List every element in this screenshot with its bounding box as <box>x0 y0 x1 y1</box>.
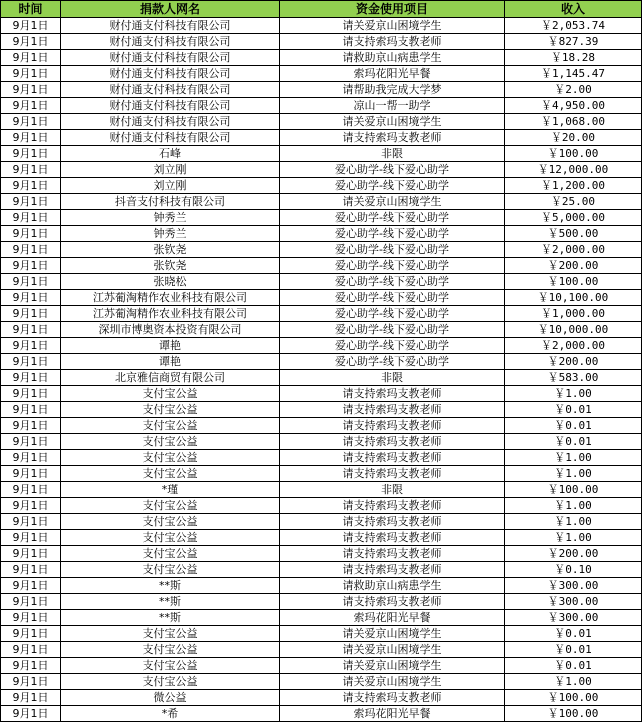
amount-cell: ￥25.00 <box>505 194 642 210</box>
donor-cell: 支付宝公益 <box>61 386 280 402</box>
table-row <box>1 642 642 658</box>
date-cell: 9月1日 <box>1 418 61 434</box>
project-cell: 请支持索玛支教老师 <box>280 386 505 402</box>
date-cell: 9月1日 <box>1 610 61 626</box>
project-cell: 爱心助学-线下爱心助学 <box>280 258 505 274</box>
date-cell: 9月1日 <box>1 114 61 130</box>
amount-cell: ￥200.00 <box>505 258 642 274</box>
date-cell: 9月1日 <box>1 130 61 146</box>
amount-cell: ￥0.01 <box>505 642 642 658</box>
project-cell: 请救助京山病患学生 <box>280 578 505 594</box>
project-cell: 请关爱京山困境学生 <box>280 18 505 34</box>
amount-cell: ￥100.00 <box>505 274 642 290</box>
donor-cell: 支付宝公益 <box>61 546 280 562</box>
table-row <box>1 370 642 386</box>
table-row <box>1 98 642 114</box>
project-cell: 爱心助学-线下爱心助学 <box>280 274 505 290</box>
date-cell: 9月1日 <box>1 370 61 386</box>
table-row <box>1 466 642 482</box>
project-cell: 索玛花阳光早餐 <box>280 706 505 722</box>
date-cell: 9月1日 <box>1 658 61 674</box>
header-row <box>1 1 642 18</box>
project-cell: 爱心助学-线下爱心助学 <box>280 226 505 242</box>
donor-cell: 支付宝公益 <box>61 450 280 466</box>
donor-cell: 财付通支付科技有限公司 <box>61 82 280 98</box>
date-cell: 9月1日 <box>1 194 61 210</box>
date-cell: 9月1日 <box>1 498 61 514</box>
amount-cell: ￥1,145.47 <box>505 66 642 82</box>
table-row <box>1 610 642 626</box>
donor-cell: 财付通支付科技有限公司 <box>61 18 280 34</box>
table-row <box>1 162 642 178</box>
project-cell: 非限 <box>280 146 505 162</box>
amount-cell: ￥20.00 <box>505 130 642 146</box>
project-cell: 爱心助学-线下爱心助学 <box>280 290 505 306</box>
project-cell: 请关爱京山困境学生 <box>280 642 505 658</box>
table-row <box>1 18 642 34</box>
project-cell: 爱心助学-线下爱心助学 <box>280 338 505 354</box>
donor-cell: 支付宝公益 <box>61 514 280 530</box>
date-cell: 9月1日 <box>1 290 61 306</box>
table-row <box>1 450 642 466</box>
table-row <box>1 546 642 562</box>
table-body <box>1 18 642 722</box>
amount-cell: ￥4,950.00 <box>505 98 642 114</box>
amount-cell: ￥0.10 <box>505 562 642 578</box>
donor-cell: 北京雅信商贸有限公司 <box>61 370 280 386</box>
amount-cell: ￥1.00 <box>505 450 642 466</box>
amount-cell: ￥0.01 <box>505 418 642 434</box>
project-cell: 请支持索玛支教老师 <box>280 594 505 610</box>
date-cell: 9月1日 <box>1 578 61 594</box>
table-row <box>1 34 642 50</box>
date-cell: 9月1日 <box>1 226 61 242</box>
date-cell: 9月1日 <box>1 66 61 82</box>
project-cell: 索玛花阳光早餐 <box>280 66 505 82</box>
amount-cell: ￥2,000.00 <box>505 242 642 258</box>
project-cell: 请救助京山病患学生 <box>280 50 505 66</box>
donor-cell: 江苏葡淘精作农业科技有限公司 <box>61 290 280 306</box>
donor-cell: 支付宝公益 <box>61 530 280 546</box>
amount-cell: ￥1,200.00 <box>505 178 642 194</box>
table-row <box>1 434 642 450</box>
donor-cell: 刘立刚 <box>61 162 280 178</box>
amount-cell: ￥500.00 <box>505 226 642 242</box>
donor-cell: 谭艳 <box>61 354 280 370</box>
amount-cell: ￥12,000.00 <box>505 162 642 178</box>
date-cell: 9月1日 <box>1 98 61 114</box>
date-cell: 9月1日 <box>1 386 61 402</box>
amount-cell: ￥300.00 <box>505 610 642 626</box>
table-row <box>1 706 642 722</box>
header-donor: 捐款人网名 <box>61 1 280 18</box>
date-cell: 9月1日 <box>1 50 61 66</box>
date-cell: 9月1日 <box>1 450 61 466</box>
donor-cell: 支付宝公益 <box>61 434 280 450</box>
donor-cell: 财付通支付科技有限公司 <box>61 66 280 82</box>
date-cell: 9月1日 <box>1 434 61 450</box>
amount-cell: ￥583.00 <box>505 370 642 386</box>
amount-cell: ￥100.00 <box>505 482 642 498</box>
project-cell: 请关爱京山困境学生 <box>280 674 505 690</box>
project-cell: 请支持索玛支教老师 <box>280 34 505 50</box>
amount-cell: ￥200.00 <box>505 546 642 562</box>
date-cell: 9月1日 <box>1 482 61 498</box>
project-cell: 请支持索玛支教老师 <box>280 530 505 546</box>
donor-cell: 财付通支付科技有限公司 <box>61 98 280 114</box>
date-cell: 9月1日 <box>1 34 61 50</box>
project-cell: 请支持索玛支教老师 <box>280 690 505 706</box>
project-cell: 爱心助学-线下爱心助学 <box>280 322 505 338</box>
amount-cell: ￥1.00 <box>505 498 642 514</box>
amount-cell: ￥10,000.00 <box>505 322 642 338</box>
table-row <box>1 50 642 66</box>
donor-cell: 张钦尧 <box>61 258 280 274</box>
donor-cell: 支付宝公益 <box>61 658 280 674</box>
date-cell: 9月1日 <box>1 162 61 178</box>
project-cell: 请关爱京山困境学生 <box>280 658 505 674</box>
amount-cell: ￥5,000.00 <box>505 210 642 226</box>
date-cell: 9月1日 <box>1 690 61 706</box>
donor-cell: 刘立刚 <box>61 178 280 194</box>
date-cell: 9月1日 <box>1 18 61 34</box>
project-cell: 爱心助学-线下爱心助学 <box>280 178 505 194</box>
amount-cell: ￥100.00 <box>505 690 642 706</box>
donor-cell: 谭艳 <box>61 338 280 354</box>
date-cell: 9月1日 <box>1 322 61 338</box>
donor-cell: 石峰 <box>61 146 280 162</box>
project-cell: 请关爱京山困境学生 <box>280 114 505 130</box>
table-row <box>1 514 642 530</box>
table-row <box>1 338 642 354</box>
table-row <box>1 114 642 130</box>
donor-cell: **斯 <box>61 578 280 594</box>
amount-cell: ￥0.01 <box>505 658 642 674</box>
donor-cell: 张晓松 <box>61 274 280 290</box>
donor-cell: 支付宝公益 <box>61 466 280 482</box>
project-cell: 请支持索玛支教老师 <box>280 562 505 578</box>
amount-cell: ￥18.28 <box>505 50 642 66</box>
project-cell: 爱心助学-线下爱心助学 <box>280 210 505 226</box>
table-row <box>1 258 642 274</box>
amount-cell: ￥1.00 <box>505 466 642 482</box>
project-cell: 请支持索玛支教老师 <box>280 514 505 530</box>
project-cell: 请支持索玛支教老师 <box>280 418 505 434</box>
project-cell: 请支持索玛支教老师 <box>280 450 505 466</box>
table-row <box>1 130 642 146</box>
project-cell: 非限 <box>280 370 505 386</box>
table-row <box>1 690 642 706</box>
amount-cell: ￥2,000.00 <box>505 338 642 354</box>
project-cell: 请支持索玛支教老师 <box>280 434 505 450</box>
amount-cell: ￥1,068.00 <box>505 114 642 130</box>
date-cell: 9月1日 <box>1 402 61 418</box>
table-row <box>1 482 642 498</box>
project-cell: 爱心助学-线下爱心助学 <box>280 162 505 178</box>
table-row <box>1 322 642 338</box>
header-date: 时间 <box>1 1 61 18</box>
date-cell: 9月1日 <box>1 674 61 690</box>
date-cell: 9月1日 <box>1 306 61 322</box>
date-cell: 9月1日 <box>1 146 61 162</box>
project-cell: 索玛花阳光早餐 <box>280 610 505 626</box>
project-cell: 请支持索玛支教老师 <box>280 546 505 562</box>
amount-cell: ￥10,100.00 <box>505 290 642 306</box>
date-cell: 9月1日 <box>1 642 61 658</box>
donor-cell: 财付通支付科技有限公司 <box>61 114 280 130</box>
date-cell: 9月1日 <box>1 258 61 274</box>
amount-cell: ￥0.01 <box>505 626 642 642</box>
amount-cell: ￥100.00 <box>505 706 642 722</box>
table-row <box>1 210 642 226</box>
table-row <box>1 594 642 610</box>
donor-cell: 钟秀兰 <box>61 226 280 242</box>
donor-cell: 支付宝公益 <box>61 402 280 418</box>
amount-cell: ￥0.01 <box>505 434 642 450</box>
date-cell: 9月1日 <box>1 514 61 530</box>
date-cell: 9月1日 <box>1 274 61 290</box>
table-row <box>1 146 642 162</box>
table-row <box>1 226 642 242</box>
date-cell: 9月1日 <box>1 82 61 98</box>
table-row <box>1 66 642 82</box>
donor-cell: 支付宝公益 <box>61 642 280 658</box>
donor-cell: 抖音支付科技有限公司 <box>61 194 280 210</box>
donor-cell: **斯 <box>61 610 280 626</box>
table-row <box>1 658 642 674</box>
project-cell: 爱心助学-线下爱心助学 <box>280 242 505 258</box>
donor-cell: 财付通支付科技有限公司 <box>61 34 280 50</box>
header-amount: 收入 <box>505 1 642 18</box>
amount-cell: ￥2,053.74 <box>505 18 642 34</box>
date-cell: 9月1日 <box>1 242 61 258</box>
date-cell: 9月1日 <box>1 706 61 722</box>
table-row <box>1 562 642 578</box>
table-row <box>1 194 642 210</box>
date-cell: 9月1日 <box>1 594 61 610</box>
project-cell: 请支持索玛支教老师 <box>280 498 505 514</box>
amount-cell: ￥1.00 <box>505 530 642 546</box>
table-row <box>1 402 642 418</box>
project-cell: 请支持索玛支教老师 <box>280 130 505 146</box>
table-row <box>1 82 642 98</box>
project-cell: 凉山一帮一助学 <box>280 98 505 114</box>
table-row <box>1 498 642 514</box>
table-row <box>1 386 642 402</box>
donor-cell: 微公益 <box>61 690 280 706</box>
donor-cell: 支付宝公益 <box>61 562 280 578</box>
donor-cell: 财付通支付科技有限公司 <box>61 130 280 146</box>
amount-cell: ￥0.01 <box>505 402 642 418</box>
table-row <box>1 674 642 690</box>
donor-cell: 张钦尧 <box>61 242 280 258</box>
donor-cell: 财付通支付科技有限公司 <box>61 50 280 66</box>
date-cell: 9月1日 <box>1 210 61 226</box>
date-cell: 9月1日 <box>1 562 61 578</box>
donor-cell: **斯 <box>61 594 280 610</box>
amount-cell: ￥300.00 <box>505 594 642 610</box>
table-row <box>1 306 642 322</box>
table-row <box>1 626 642 642</box>
donor-cell: *希 <box>61 706 280 722</box>
project-cell: 请支持索玛支教老师 <box>280 402 505 418</box>
amount-cell: ￥1.00 <box>505 674 642 690</box>
amount-cell: ￥2.00 <box>505 82 642 98</box>
project-cell: 请关爱京山困境学生 <box>280 626 505 642</box>
table-row <box>1 530 642 546</box>
donor-cell: 支付宝公益 <box>61 626 280 642</box>
project-cell: 非限 <box>280 482 505 498</box>
project-cell: 请关爱京山困境学生 <box>280 194 505 210</box>
donor-cell: 支付宝公益 <box>61 674 280 690</box>
amount-cell: ￥1.00 <box>505 386 642 402</box>
amount-cell: ￥1,000.00 <box>505 306 642 322</box>
date-cell: 9月1日 <box>1 626 61 642</box>
project-cell: 爱心助学-线下爱心助学 <box>280 354 505 370</box>
header-project: 资金使用项目 <box>280 1 505 18</box>
table-row <box>1 578 642 594</box>
amount-cell: ￥200.00 <box>505 354 642 370</box>
table-row <box>1 354 642 370</box>
amount-cell: ￥300.00 <box>505 578 642 594</box>
table-row <box>1 178 642 194</box>
donor-cell: 钟秀兰 <box>61 210 280 226</box>
donor-cell: *瑾 <box>61 482 280 498</box>
date-cell: 9月1日 <box>1 530 61 546</box>
table-row <box>1 274 642 290</box>
date-cell: 9月1日 <box>1 354 61 370</box>
project-cell: 请支持索玛支教老师 <box>280 466 505 482</box>
project-cell: 爱心助学-线下爱心助学 <box>280 306 505 322</box>
donor-cell: 支付宝公益 <box>61 498 280 514</box>
table-row <box>1 242 642 258</box>
donor-cell: 江苏葡淘精作农业科技有限公司 <box>61 306 280 322</box>
donor-cell: 支付宝公益 <box>61 418 280 434</box>
date-cell: 9月1日 <box>1 466 61 482</box>
date-cell: 9月1日 <box>1 546 61 562</box>
amount-cell: ￥1.00 <box>505 514 642 530</box>
project-cell: 请帮助我完成大学梦 <box>280 82 505 98</box>
amount-cell: ￥827.39 <box>505 34 642 50</box>
date-cell: 9月1日 <box>1 178 61 194</box>
donor-cell: 深圳市博奥资本投资有限公司 <box>61 322 280 338</box>
table-row <box>1 418 642 434</box>
table-row <box>1 290 642 306</box>
date-cell: 9月1日 <box>1 338 61 354</box>
amount-cell: ￥100.00 <box>505 146 642 162</box>
